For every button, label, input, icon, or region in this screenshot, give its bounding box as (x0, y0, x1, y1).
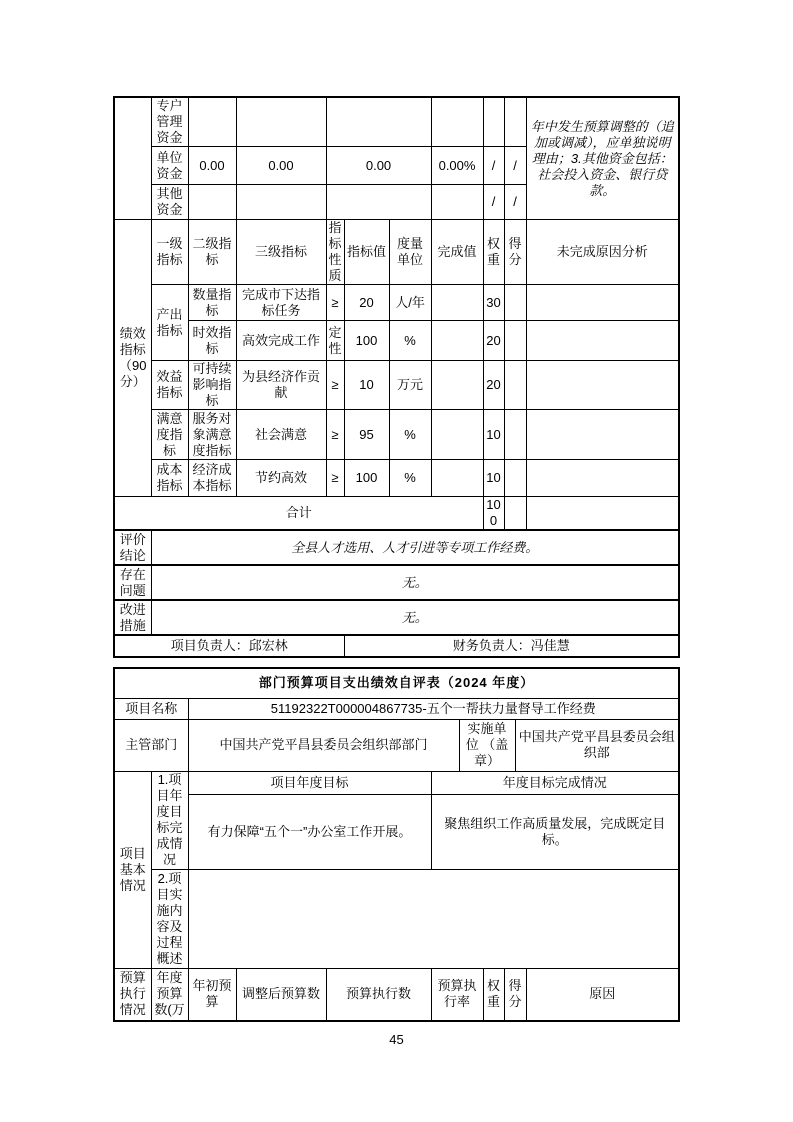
col-header-level3: 三级指标 (236, 220, 326, 285)
total-score-cell (504, 497, 526, 531)
total-weight: 100 (483, 497, 504, 531)
indicator-score-cell (504, 460, 526, 497)
funding-weight-cell: / (483, 185, 504, 220)
indicator-level1: 满意度指标 (151, 410, 188, 460)
indicator-level2: 经济成本指标 (188, 460, 236, 497)
indicator-value: 100 (344, 321, 389, 361)
indicator-value: 10 (344, 361, 389, 410)
funding-weight-cell (483, 97, 504, 147)
budget-exec-label: 预算执行情况 (114, 968, 151, 1021)
budget-header-executed: 预算执行数 (326, 968, 431, 1021)
indicator-nature: 定性 (326, 321, 344, 361)
finance-signer: 财务负责人：冯佳慧 (344, 635, 679, 657)
budget-header-reason: 原因 (526, 968, 679, 1021)
col-header-nature: 指标性质 (326, 220, 344, 285)
self-eval-table-2024 (113, 667, 680, 1022)
indicator-score-cell (504, 285, 526, 321)
funding-left-merged-cell (114, 97, 151, 220)
indicator-unit: % (389, 321, 431, 361)
impl-unit-label: 实施单位 （盖章） (459, 719, 515, 771)
budget-header-weight: 权重 (483, 968, 504, 1021)
indicator-weight: 20 (483, 321, 504, 361)
total-reason-cell (526, 497, 679, 531)
indicator-reason-cell (526, 361, 679, 410)
indicator-weight: 10 (483, 460, 504, 497)
indicator-weight: 20 (483, 361, 504, 410)
summary-label: 评价结论 (114, 530, 151, 565)
indicator-reason-cell (526, 460, 679, 497)
indicator-level3: 社会满意 (236, 410, 326, 460)
indicator-score-cell (504, 321, 526, 361)
funding-amount-cell (326, 97, 431, 147)
project-signer: 项目负责人：邱宏林 (114, 635, 344, 657)
project-name-value: 51192322T000004867735-五个一帮扶力量督导工作经费 (188, 698, 679, 719)
col-header-weight: 权重 (483, 220, 504, 285)
indicator-done-cell (431, 460, 483, 497)
indicator-done-cell (431, 410, 483, 460)
project-name-label: 项目名称 (114, 698, 188, 719)
indicator-level3: 高效完成工作 (236, 321, 326, 361)
goal-done-value: 聚焦组织工作高质量发展，完成既定目标。 (431, 794, 679, 869)
indicator-level2: 服务对象满意度指标 (188, 410, 236, 460)
indicator-level3: 为县经济作贡献 (236, 361, 326, 410)
indicator-level3: 完成市下达指标任务 (236, 285, 326, 321)
performance-group-label: 绩效指标（90分） (114, 220, 151, 497)
funding-weight-cell: / (483, 147, 504, 185)
summary-label: 存在问题 (114, 565, 151, 600)
page-number: 45 (389, 1032, 404, 1047)
funding-amount-cell: 0.00 (188, 147, 236, 185)
col-header-level1: 一级指标 (151, 220, 188, 285)
funding-amount-cell (236, 97, 326, 147)
total-label: 合计 (114, 497, 483, 531)
funding-amount-cell (188, 97, 236, 147)
summary-content: 无。 (151, 565, 679, 600)
summary-content: 无。 (151, 600, 679, 635)
goal-section-label: 1.项目年度目标完成情况 (151, 771, 188, 869)
impl-unit-value: 中国共产党平昌县委员会组织部 (515, 719, 679, 771)
impl-content-cell (188, 869, 679, 968)
indicator-done-cell (431, 361, 483, 410)
funding-row-label: 专户管理资金 (151, 97, 188, 147)
indicator-nature: ≥ (326, 460, 344, 497)
indicator-weight: 10 (483, 410, 504, 460)
budget-header-score: 得分 (504, 968, 526, 1021)
indicator-unit: % (389, 410, 431, 460)
indicator-score-cell (504, 361, 526, 410)
col-header-unit: 度量单位 (389, 220, 431, 285)
funding-score-cell: / (504, 185, 526, 220)
funding-rate-cell: 0.00% (431, 147, 483, 185)
funding-amount-cell: 0.00 (236, 147, 326, 185)
indicator-nature: ≥ (326, 361, 344, 410)
basic-info-label: 项目基本情况 (114, 771, 151, 968)
goal-header: 项目年度目标 (188, 771, 431, 794)
col-header-score: 得分 (504, 220, 526, 285)
indicator-value: 95 (344, 410, 389, 460)
indicator-level1: 效益指标 (151, 361, 188, 410)
indicator-level2: 时效指标 (188, 321, 236, 361)
indicator-reason-cell (526, 410, 679, 460)
indicator-nature: ≥ (326, 285, 344, 321)
impl-section-label: 2.项目实施内容及过程概述 (151, 869, 188, 968)
indicator-unit: 万元 (389, 361, 431, 410)
funding-score-cell: / (504, 147, 526, 185)
indicator-level1: 产出指标 (151, 285, 188, 361)
indicator-score-cell (504, 410, 526, 460)
indicator-done-cell (431, 285, 483, 321)
indicator-unit: % (389, 460, 431, 497)
funding-amount-cell (236, 185, 326, 220)
indicator-reason-cell (526, 321, 679, 361)
summary-content: 全县人才选用、人才引进等专项工作经费。 (151, 530, 679, 565)
indicator-value: 20 (344, 285, 389, 321)
funding-amount-cell (188, 185, 236, 220)
budget-header-adjusted: 调整后预算数 (236, 968, 326, 1021)
funding-rate-cell (431, 185, 483, 220)
col-header-value: 指标值 (344, 220, 389, 285)
dept-value: 中国共产党平昌县委员会组织部部门 (188, 719, 459, 771)
funding-row-label: 单位资金 (151, 147, 188, 185)
funding-rate-cell (431, 97, 483, 147)
col-header-done: 完成值 (431, 220, 483, 285)
goal-value: 有力保障“五个一”办公室工作开展。 (188, 794, 431, 869)
funding-amount-cell (326, 185, 431, 220)
indicator-unit: 人/年 (389, 285, 431, 321)
goal-done-header: 年度目标完成情况 (431, 771, 679, 794)
dept-label: 主管部门 (114, 719, 188, 771)
indicator-reason-cell (526, 285, 679, 321)
indicator-level2: 可持续影响指标 (188, 361, 236, 410)
funding-amount-cell: 0.00 (326, 147, 431, 185)
indicator-weight: 30 (483, 285, 504, 321)
funding-score-cell (504, 97, 526, 147)
performance-continuation-table (113, 96, 680, 658)
indicator-value: 100 (344, 460, 389, 497)
indicator-done-cell (431, 321, 483, 361)
funding-note-cell: 年中发生预算调整的（追加或调减），应单独说明理由；3.其他资金包括：社会投入资金、银行贷款。 (526, 97, 679, 220)
table-title: 部门预算项目支出绩效自评表（2024 年度） (114, 668, 679, 698)
col-header-level2: 二级指标 (188, 220, 236, 285)
col-header-reason: 未完成原因分析 (526, 220, 679, 285)
indicator-level1: 成本指标 (151, 460, 188, 497)
funding-row-label: 其他资金 (151, 185, 188, 220)
indicator-level3: 节约高效 (236, 460, 326, 497)
summary-label: 改进措施 (114, 600, 151, 635)
budget-header-rate: 预算执行率 (431, 968, 483, 1021)
indicator-level2: 数量指标 (188, 285, 236, 321)
budget-header-initial: 年初预算 (188, 968, 236, 1021)
indicator-nature: ≥ (326, 410, 344, 460)
budget-year-label: 年度预算数(万 (151, 968, 188, 1021)
